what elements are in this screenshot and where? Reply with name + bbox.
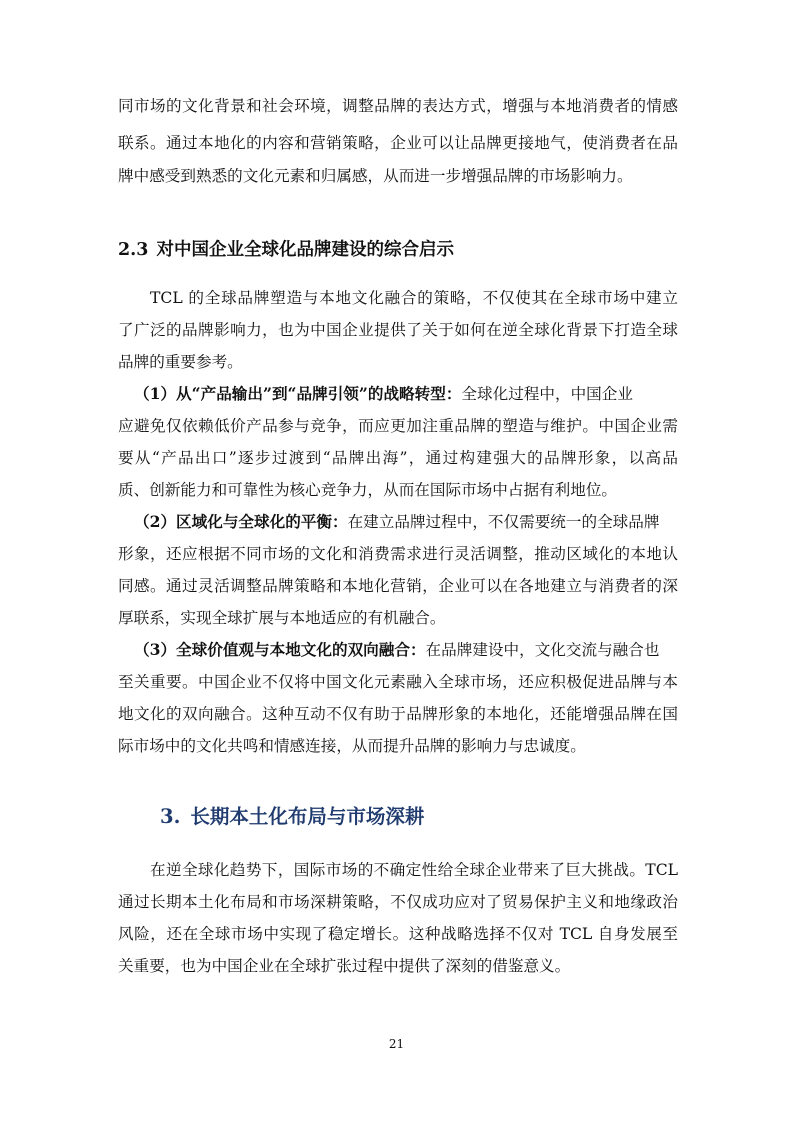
section-3-number: 3. [160, 805, 181, 828]
item-1-line-4: 质、创新能力和可靠性为核心竞争力，从而在国际市场中占据有利地位。 [118, 481, 618, 499]
s3-para-line-3: 风险，还在全球市场中实现了稳定增长。这种战略选择不仅对 TCL 自身发展至 [118, 925, 678, 943]
page-number: 21 [388, 1037, 405, 1051]
item-3-first-rest: 在品牌建设中，文化交流与融合也 [425, 641, 660, 659]
intro-line-3: 牌中感受到熟悉的文化元素和归属感，从而进一步增强品牌的市场影响力。 [118, 167, 633, 185]
s23-para-line-1: TCL 的全球品牌塑造与本地文化融合的策略，不仅使其在全球市场中建立 [150, 289, 678, 307]
section-3-title: 长期本土化布局与市场深耕 [190, 805, 425, 828]
section-2-3-title: 对中国企业全球化品牌建设的综合启示 [156, 240, 454, 260]
item-2-line-4: 厚联系，实现全球扩展与本地适应的有机融合。 [118, 609, 446, 627]
intro-line-1: 同市场的文化背景和社会环境，调整品牌的表达方式，增强与本地消费者的情感 [118, 97, 678, 115]
item-2-first-line [134, 512, 678, 532]
item-2-line-2: 形象，还应根据不同市场的文化和消费需求进行灵活调整，推动区域化的本地认 [118, 545, 678, 563]
item-1-line-2: 应避免仅依赖低价产品参与竞争，而应更加注重品牌的塑造与维护。中国企业需 [118, 417, 678, 435]
item-3-first-line [134, 640, 678, 660]
section-3-heading [160, 804, 424, 830]
s3-para-line-1: 在逆全球化趋势下，国际市场的不确定性给全球企业带来了巨大挑战。TCL [150, 861, 678, 879]
item-2-first-rest: 在建立品牌过程中，不仅需要统一的全球品牌 [347, 513, 660, 531]
item-1-first-line [134, 384, 678, 404]
item-3-label: （3）全球价值观与本地文化的双向融合： [134, 640, 426, 659]
s23-para-line-2: 了广泛的品牌影响力，也为中国企业提供了关于如何在逆全球化背景下打造全球 [118, 321, 678, 339]
intro-line-2: 联系。通过本地化的内容和营销策略，企业可以让品牌更接地气，使消费者在品 [118, 134, 678, 152]
item-3-line-2: 至关重要。中国企业不仅将中国文化元素融入全球市场，还应积极促进品牌与本 [118, 673, 678, 691]
s3-para-line-4: 关重要，也为中国企业在全球扩张过程中提供了深刻的借鉴意义。 [118, 957, 571, 975]
item-1-line-3: 要从“产品出口”逐步过渡到“品牌出海”，通过构建强大的品牌形象，以高品 [118, 449, 678, 467]
item-1-label: （1）从“产品输出”到“品牌引领”的战略转型： [134, 384, 462, 403]
item-1-first-rest: 全球化过程中，中国企业 [461, 385, 633, 403]
item-3-line-3: 地文化的双向融合。这种互动不仅有助于品牌形象的本地化，还能增强品牌在国 [118, 705, 678, 723]
item-2-label: （2）区域化与全球化的平衡： [134, 512, 348, 531]
s23-para-line-3: 品牌的重要参考。 [118, 353, 243, 371]
item-3-line-4: 际市场中的文化共鸣和情感连接，从而提升品牌的影响力与忠诚度。 [118, 737, 586, 755]
section-2-3-heading [118, 238, 454, 262]
item-2-line-3: 同感。通过灵活调整品牌策略和本地化营销，企业可以在各地建立与消费者的深 [118, 577, 678, 595]
s3-para-line-2: 通过长期本土化布局和市场深耕策略，不仅成功应对了贸易保护主义和地缘政治 [118, 893, 678, 911]
section-2-3-number: 2.3 [118, 240, 149, 260]
